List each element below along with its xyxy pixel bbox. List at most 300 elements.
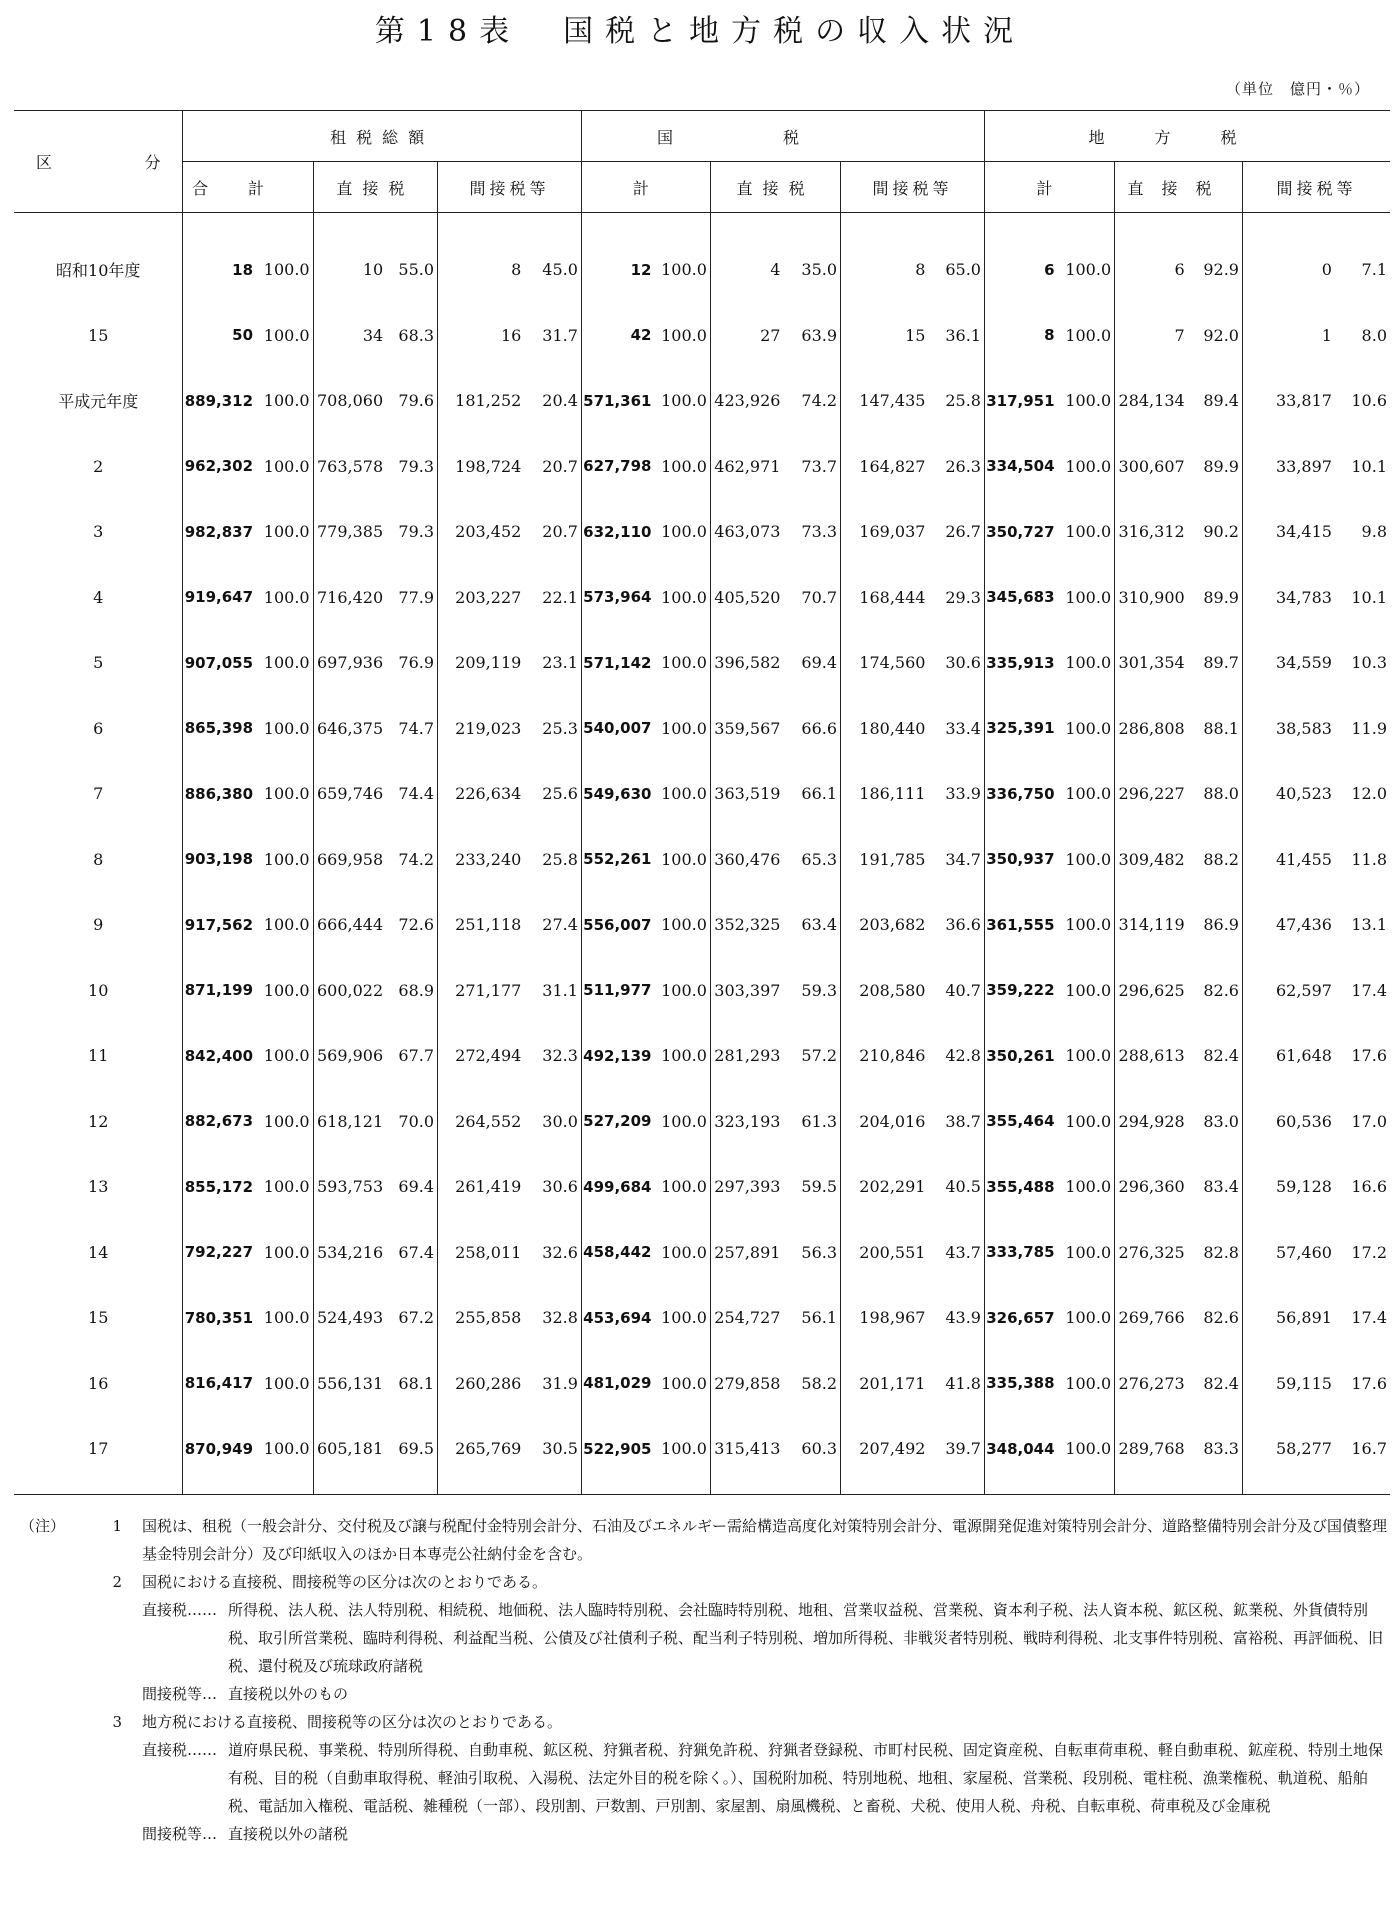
table-cell: 29.3 (945, 587, 981, 607)
table-cell: 6 (1115, 213, 1188, 303)
table-cell: 301,354 (1115, 630, 1188, 696)
table-cell: 38,583 (1242, 696, 1334, 762)
table-cell: 68.1 (398, 1373, 435, 1393)
table-body (14, 213, 1390, 1495)
table-cell: 203,452 (438, 499, 525, 565)
table-cell: 198,967 (841, 1285, 929, 1351)
header-chihou-kansetsu: 間接税等 (1242, 162, 1390, 213)
row-year-label: 14 (88, 1242, 109, 1262)
table-cell: 326,657 (984, 1285, 1057, 1351)
table-cell: 40.5 (945, 1177, 981, 1197)
table-cell: 17.6 (1351, 1046, 1387, 1066)
header-chihou-kei: 計 (984, 162, 1114, 213)
table-cell: 25.8 (945, 391, 981, 411)
table-cell: 65.0 (945, 260, 981, 280)
table-cell: 10.1 (1351, 587, 1387, 607)
table-cell: 100.0 (263, 522, 310, 542)
table-cell: 100.0 (1065, 718, 1112, 738)
table-cell: 17.4 (1351, 1308, 1387, 1328)
table-cell: 100.0 (263, 718, 310, 738)
table-cell: 20.7 (542, 456, 578, 476)
table-cell: 100.0 (263, 260, 310, 280)
table-cell: 27.4 (542, 915, 578, 935)
table-cell: 917,562 (183, 892, 256, 958)
table-cell: 573,964 (581, 565, 654, 631)
table-cell: 666,444 (313, 892, 386, 958)
table-cell: 100.0 (1065, 325, 1112, 345)
table-cell: 16.7 (1335, 1416, 1390, 1494)
table-cell: 100.0 (654, 1416, 710, 1494)
table-cell: 272,494 (438, 1023, 525, 1089)
table-cell: 618,121 (313, 1089, 386, 1155)
table-cell: 36.6 (945, 915, 981, 935)
table-cell: 100.0 (661, 653, 707, 673)
table-cell: 100.0 (1065, 1046, 1112, 1066)
table-cell: 600,022 (313, 958, 386, 1024)
table-cell: 60,536 (1242, 1089, 1334, 1155)
table-cell: 210,846 (841, 1023, 929, 1089)
table-cell: 492,139 (581, 1023, 654, 1089)
table-cell: 66.6 (801, 718, 838, 738)
table-cell: 100.0 (1065, 784, 1112, 804)
table-cell: 41,455 (1242, 827, 1334, 893)
table-cell: 286,808 (1115, 696, 1188, 762)
table-cell: 8 (841, 213, 929, 303)
table-cell: 200,551 (841, 1220, 929, 1286)
table-cell: 20.7 (542, 522, 578, 542)
table-cell: 100.0 (263, 325, 310, 345)
table-cell: 26.3 (945, 456, 981, 476)
note-3-indirect-label: 間接税等… (142, 1825, 218, 1843)
table-cell: 361,555 (984, 892, 1057, 958)
table-cell: 86.9 (1203, 915, 1239, 935)
table-cell: 511,977 (581, 958, 654, 1024)
table-cell: 317,951 (984, 368, 1057, 434)
table-cell: 605,181 (313, 1416, 386, 1494)
table-cell: 100.0 (263, 1046, 310, 1066)
table-cell: 335,913 (984, 630, 1057, 696)
unit-label: （単位 億円・％） (1225, 80, 1370, 98)
table-cell: 59,128 (1242, 1154, 1334, 1220)
header-sozei-goukei: 合計 (183, 162, 313, 213)
table-cell: 41.8 (945, 1373, 981, 1393)
table-cell: 32.3 (542, 1046, 578, 1066)
table-cell: 309,482 (1115, 827, 1188, 893)
header-sozei-kansetsu: 間接税等 (438, 162, 582, 213)
table-cell: 56.3 (801, 1242, 838, 1262)
table-cell: 549,630 (581, 761, 654, 827)
table-cell: 316,312 (1115, 499, 1188, 565)
table-cell: 74.2 (801, 391, 838, 411)
note-2-number: 2 (112, 1573, 122, 1591)
table-cell: 72.6 (398, 915, 435, 935)
table-cell: 355,464 (984, 1089, 1057, 1155)
table-cell: 10 (313, 213, 386, 303)
table-cell: 0 (1242, 213, 1334, 303)
table-cell: 251,118 (438, 892, 525, 958)
table-cell: 25.3 (542, 718, 578, 738)
table-cell: 100.0 (263, 1111, 310, 1131)
table-cell: 60.3 (783, 1416, 840, 1494)
table-row (14, 958, 1390, 1024)
table-cell: 4 (710, 213, 783, 303)
table-cell: 336,750 (984, 761, 1057, 827)
table-cell: 453,694 (581, 1285, 654, 1351)
table-cell: 257,891 (710, 1220, 783, 1286)
row-year-label: 6 (93, 718, 104, 738)
table-cell: 65.3 (801, 849, 838, 869)
table-cell: 264,552 (438, 1089, 525, 1155)
table-cell: 100.0 (263, 1177, 310, 1197)
table-cell: 882,673 (183, 1089, 256, 1155)
table-cell: 100.0 (661, 1308, 707, 1328)
table-cell: 1 (1242, 303, 1334, 369)
table-cell: 669,958 (313, 827, 386, 893)
table-cell: 203,227 (438, 565, 525, 631)
table-cell: 17.4 (1351, 980, 1387, 1000)
table-cell: 284,134 (1115, 368, 1188, 434)
table-cell: 100.0 (661, 718, 707, 738)
table-cell: 34,783 (1242, 565, 1334, 631)
table-cell: 100.0 (661, 784, 707, 804)
table-cell: 254,727 (710, 1285, 783, 1351)
table-cell: 191,785 (841, 827, 929, 893)
note-mark: （注） (20, 1517, 66, 1535)
table-cell: 88.1 (1203, 718, 1239, 738)
table-cell: 58.2 (801, 1373, 838, 1393)
table-cell: 100.0 (263, 1308, 310, 1328)
table-cell: 25.8 (542, 849, 578, 869)
header-sozei-chokusetsu: 直接税 (313, 162, 437, 213)
table-cell: 100.0 (1065, 260, 1112, 280)
table-row (14, 761, 1390, 827)
table-cell: 100.0 (1065, 980, 1112, 1000)
table-cell: 82.4 (1203, 1046, 1239, 1066)
table-cell: 855,172 (183, 1154, 256, 1220)
table-cell: 100.0 (661, 391, 707, 411)
table-cell: 716,420 (313, 565, 386, 631)
table-cell: 35.0 (801, 260, 838, 280)
table-cell: 697,936 (313, 630, 386, 696)
table-cell: 20.4 (542, 391, 578, 411)
table-cell: 100.0 (1065, 1242, 1112, 1262)
table-cell: 164,827 (841, 434, 929, 500)
table-cell: 47,436 (1242, 892, 1334, 958)
table-cell: 314,119 (1115, 892, 1188, 958)
table-cell: 792,227 (183, 1220, 256, 1286)
table-cell: 659,746 (313, 761, 386, 827)
table-cell: 571,142 (581, 630, 654, 696)
table-cell: 279,858 (710, 1351, 783, 1417)
table-cell: 527,209 (581, 1089, 654, 1155)
table-cell: 67.4 (398, 1242, 435, 1262)
table-cell: 463,073 (710, 499, 783, 565)
table-cell: 100.0 (263, 391, 310, 411)
table-row (14, 1285, 1390, 1351)
table-cell: 15 (841, 303, 929, 369)
table-cell: 83.3 (1188, 1416, 1243, 1494)
table-row (14, 1416, 1390, 1494)
tax-table (14, 110, 1390, 1495)
table-cell: 233,240 (438, 827, 525, 893)
page-title: 第18表 国税と地方税の収入状況 (374, 14, 1026, 49)
table-cell: 907,055 (183, 630, 256, 696)
note-1-text: 国税は、租税（一般会計分、交付税及び譲与税配付金特別会計分、石油及びエネルギー需給構造高度化対策特別会計分、電源開発促進対策特別会計分、道路整備特別会計分及び国債整理基金特別会計分）及び印紙収入のほか日本専売公社納付金を含む。 (142, 1517, 1388, 1563)
table-cell: 871,199 (183, 958, 256, 1024)
notes (20, 1512, 1390, 1848)
table-cell: 350,727 (984, 499, 1057, 565)
table-cell: 296,360 (1115, 1154, 1188, 1220)
table-cell: 79.6 (398, 391, 435, 411)
table-cell: 423,926 (710, 368, 783, 434)
row-year-label: 2 (93, 456, 104, 476)
row-year-label: 11 (88, 1046, 109, 1066)
table-cell: 34,415 (1242, 499, 1334, 565)
row-year-label: 10 (88, 980, 109, 1000)
table-cell: 27 (710, 303, 783, 369)
table-cell: 207,492 (841, 1416, 929, 1494)
header-sozei: 租税総額 (183, 111, 581, 162)
table-cell: 57,460 (1242, 1220, 1334, 1286)
table-cell: 209,119 (438, 630, 525, 696)
table-cell: 208,580 (841, 958, 929, 1024)
table-cell: 57.2 (801, 1046, 838, 1066)
table-cell: 100.0 (661, 522, 707, 542)
table-cell: 763,578 (313, 434, 386, 500)
table-cell: 350,261 (984, 1023, 1057, 1089)
table-cell: 198,724 (438, 434, 525, 500)
table-cell: 7 (1115, 303, 1188, 369)
table-cell: 780,351 (183, 1285, 256, 1351)
table-cell: 260,286 (438, 1351, 525, 1417)
table-cell: 74.7 (398, 718, 435, 738)
table-cell: 100.0 (661, 1177, 707, 1197)
table-row (14, 368, 1390, 434)
table-cell: 816,417 (183, 1351, 256, 1417)
table-cell: 70.0 (398, 1111, 435, 1131)
note-2-indirect-label: 間接税等… (142, 1685, 218, 1703)
table-cell: 88.0 (1203, 784, 1239, 804)
table-cell: 10.1 (1351, 456, 1387, 476)
table-cell: 355,488 (984, 1154, 1057, 1220)
table-cell: 481,029 (581, 1351, 654, 1417)
row-year-label: 15 (88, 325, 109, 345)
table-cell: 56.1 (801, 1308, 838, 1328)
note-2-direct-text: 所得税、法人税、法人特別税、相続税、地価税、法人臨時特別税、会社臨時特別税、地租、営業収益税、営業税、資本利子税、法人資本税、鉱区税、鉱業税、外貨債特別税、取引所営業税、臨時利得税、利益配当税、公債及び社債利子税、配当利子特別税、増加所得税、非戦災者特別税、戦時利得税、北支事件特別税、富裕税、再評価税、旧税、還付税及び琉球政府諸税 (228, 1601, 1384, 1675)
table-cell: 69.4 (801, 653, 838, 673)
table-cell: 33.9 (945, 784, 981, 804)
table-cell: 67.2 (398, 1308, 435, 1328)
table-cell: 40.7 (945, 980, 981, 1000)
table-cell: 100.0 (1065, 1308, 1112, 1328)
table-cell: 67.7 (398, 1046, 435, 1066)
table-cell: 30.6 (542, 1177, 578, 1197)
table-cell: 352,325 (710, 892, 783, 958)
table-cell: 350,937 (984, 827, 1057, 893)
table-cell: 276,273 (1115, 1351, 1188, 1417)
table-row (14, 630, 1390, 696)
row-year-label: 8 (93, 849, 104, 869)
table-cell: 89.7 (1203, 653, 1239, 673)
table-cell: 147,435 (841, 368, 929, 434)
table-cell: 708,060 (313, 368, 386, 434)
table-cell: 396,582 (710, 630, 783, 696)
table-cell: 300,607 (1115, 434, 1188, 500)
table-cell: 90.2 (1203, 522, 1239, 542)
table-cell: 31.7 (542, 325, 578, 345)
table-cell: 458,442 (581, 1220, 654, 1286)
note-3-direct-text: 道府県民税、事業税、特別所得税、自動車税、鉱区税、狩猟者税、狩猟免許税、狩猟者登録税、市町村民税、固定資産税、自転車荷車税、軽自動車税、鉱産税、特別土地保有税、目的税（自動車取得税、軽油引取税、入湯税、法定外目的税を除く。）、国税附加税、特別地税、地租、家屋税、営業税、段別税、電柱税、漁業権税、軌道税、船舶税、電話加入権税、電話税、雑種税（一部）、段別割、戸数割、戸別割、家屋割、扇風機税、と畜税、犬税、使用人税、舟税、自転車税、荷車税及び金庫税 (228, 1741, 1384, 1815)
table-cell: 32.8 (542, 1308, 578, 1328)
table-cell: 261,419 (438, 1154, 525, 1220)
header-chihouzei: 地方税 (984, 111, 1390, 162)
table-cell: 297,393 (710, 1154, 783, 1220)
table-cell: 25.6 (542, 784, 578, 804)
table-cell: 315,413 (710, 1416, 783, 1494)
table-cell: 499,684 (581, 1154, 654, 1220)
table-cell: 271,177 (438, 958, 525, 1024)
table-cell: 76.9 (398, 653, 435, 673)
note-3-direct-label: 直接税…… (142, 1741, 218, 1759)
table-cell: 59,115 (1242, 1351, 1334, 1417)
table-row (14, 1023, 1390, 1089)
table-cell: 203,682 (841, 892, 929, 958)
table-cell: 9.8 (1361, 522, 1387, 542)
table-cell: 593,753 (313, 1154, 386, 1220)
table-cell: 7.1 (1361, 260, 1387, 280)
table-cell: 100.0 (661, 1111, 707, 1131)
note-1-number: 1 (112, 1517, 122, 1535)
table-cell: 288,613 (1115, 1023, 1188, 1089)
table-cell: 870,949 (183, 1416, 256, 1494)
table-cell: 61.3 (801, 1111, 838, 1131)
note-2-direct-label: 直接税…… (142, 1601, 218, 1619)
table-cell: 296,227 (1115, 761, 1188, 827)
table-cell: 886,380 (183, 761, 256, 827)
table-cell: 265,769 (438, 1416, 525, 1494)
table-cell: 294,928 (1115, 1089, 1188, 1155)
table-row (14, 1154, 1390, 1220)
table-cell: 43.9 (945, 1308, 981, 1328)
table-cell: 13.1 (1351, 915, 1387, 935)
table-row (14, 303, 1390, 369)
table-cell: 30.0 (542, 1111, 578, 1131)
table-cell: 8 (438, 213, 525, 303)
table-cell: 100.0 (661, 325, 707, 345)
table-row (14, 696, 1390, 762)
table-cell: 33.4 (945, 718, 981, 738)
table-cell: 79.3 (398, 522, 435, 542)
table-cell: 56,891 (1242, 1285, 1334, 1351)
table-cell: 180,440 (841, 696, 929, 762)
table-cell: 16 (438, 303, 525, 369)
table-cell: 289,768 (1115, 1416, 1188, 1494)
table-cell: 12.0 (1351, 784, 1387, 804)
table-row (14, 892, 1390, 958)
table-cell: 100.0 (661, 1046, 707, 1066)
row-year-label: 平成元年度 (58, 392, 139, 412)
table-cell: 632,110 (581, 499, 654, 565)
table-cell: 569,906 (313, 1023, 386, 1089)
table-cell: 100.0 (263, 456, 310, 476)
table-cell: 58,277 (1242, 1416, 1334, 1494)
table-cell: 92.0 (1203, 325, 1239, 345)
row-year-label: 昭和10年度 (56, 261, 141, 281)
table-cell: 100.0 (661, 587, 707, 607)
table-cell: 30.5 (524, 1416, 581, 1494)
table-cell: 889,312 (183, 368, 256, 434)
table-cell: 100.0 (1065, 849, 1112, 869)
table-cell: 360,476 (710, 827, 783, 893)
table-cell: 70.7 (801, 587, 838, 607)
table-cell: 100.0 (661, 849, 707, 869)
table-cell: 627,798 (581, 434, 654, 500)
table-cell: 100.0 (661, 1373, 707, 1393)
table-cell: 181,252 (438, 368, 525, 434)
table-cell: 42 (581, 303, 654, 369)
table-cell: 903,198 (183, 827, 256, 893)
table-cell: 335,388 (984, 1351, 1057, 1417)
table-cell: 462,971 (710, 434, 783, 500)
table-cell: 11.9 (1351, 718, 1387, 738)
table-cell: 34.7 (945, 849, 981, 869)
table-row (14, 1089, 1390, 1155)
row-year-label: 3 (93, 522, 104, 542)
table-cell: 522,905 (581, 1416, 654, 1494)
row-year-label: 12 (88, 1111, 109, 1131)
row-year-label: 7 (93, 784, 104, 804)
header-kokuzei-chokusetsu: 直接税 (710, 162, 840, 213)
table-cell: 100.0 (1065, 915, 1112, 935)
table-cell: 100.0 (1065, 522, 1112, 542)
table-cell: 89.9 (1203, 456, 1239, 476)
header-kokuzei-kansetsu: 間接税等 (841, 162, 985, 213)
table-cell: 33,817 (1242, 368, 1334, 434)
table-cell: 32.6 (542, 1242, 578, 1262)
table-cell: 100.0 (263, 587, 310, 607)
table-cell: 83.0 (1203, 1111, 1239, 1131)
table-cell: 88.2 (1203, 849, 1239, 869)
table-cell: 100.0 (1065, 587, 1112, 607)
row-year-label: 9 (93, 915, 104, 935)
table-cell: 540,007 (581, 696, 654, 762)
table-cell: 40,523 (1242, 761, 1334, 827)
table-cell: 100.0 (1058, 1416, 1115, 1494)
table-cell: 69.5 (386, 1416, 437, 1494)
table-cell: 31.9 (542, 1373, 578, 1393)
table-cell: 23.1 (542, 653, 578, 673)
row-year-label: 17 (14, 1416, 183, 1494)
table-cell: 100.0 (256, 1416, 313, 1494)
table-row (14, 565, 1390, 631)
table-cell: 59.5 (801, 1177, 838, 1197)
table-row (14, 213, 1390, 303)
table-cell: 100.0 (661, 260, 707, 280)
table-cell: 26.7 (945, 522, 981, 542)
table-cell: 100.0 (263, 915, 310, 935)
table-cell: 646,375 (313, 696, 386, 762)
table-cell: 66.1 (801, 784, 838, 804)
table-cell: 17.6 (1351, 1373, 1387, 1393)
table-cell: 169,037 (841, 499, 929, 565)
note-2-indirect-text: 直接税以外のもの (228, 1685, 349, 1703)
row-year-label: 15 (88, 1308, 109, 1328)
table-cell: 100.0 (263, 1242, 310, 1262)
table-cell: 334,504 (984, 434, 1057, 500)
header-kubun: 区 分 (14, 111, 183, 213)
table-cell: 571,361 (581, 368, 654, 434)
table-cell: 255,858 (438, 1285, 525, 1351)
